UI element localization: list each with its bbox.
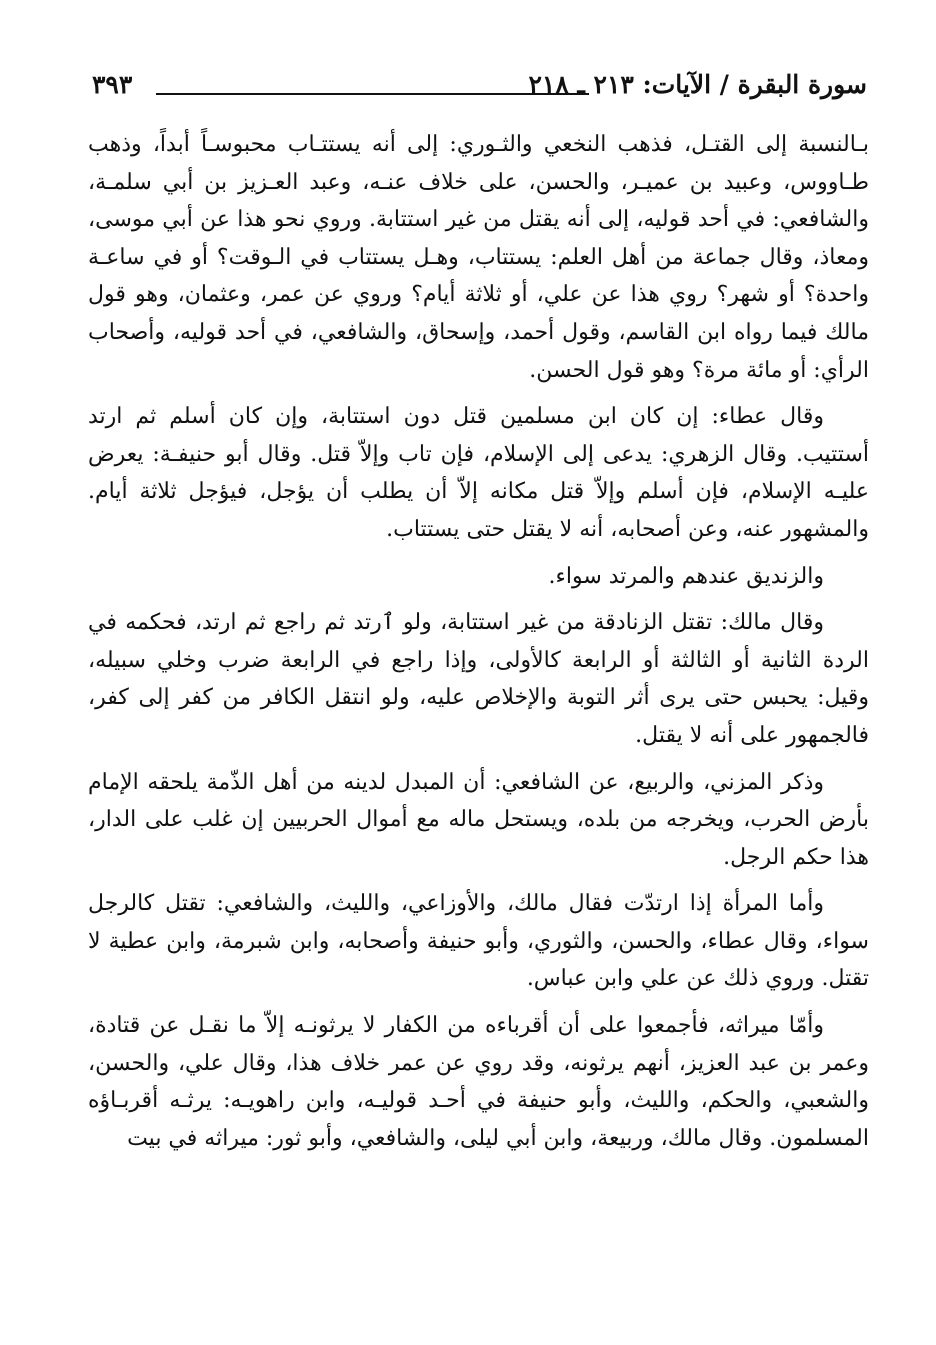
paragraph: بـالنسبة إلى القتـل، فذهب النخعي والثـوري: إلى أنه يستتـاب محبوسـاً أبداً، وذهب طـاووس، وعبيد بن عميـر، والحسن، على خلاف عنـه، وعبد العـزيز بن أبي سلمـة، والشافعي: في أحد قوليه، إلى أنه يقتل من غير استتابة. وروي نحو هذا عن أبي موسى، ومعاذ، وقال جماعة من أهل العلم: يستتاب، وهـل يستتاب في الـوقت؟ أو في ساعـة واحدة؟ أو شهر؟ روي هذا عن علي، أو ثلاثة أيام؟ وروي عن عمر، وعثمان، وهو قول مالك فيما رواه ابن القاسم، وقول أحمد، وإسحاق، والشافعي، في أحد قوليه، وأصحاب الرأي: أو مائة مرة؟ وهو قول الحسن. [88,132,869,383]
page-number: ٣٩٣ [92,70,133,99]
body-text [88,126,869,1166]
paragraph: وأما المرأة إذا ارتدّت فقال مالك، والأوزاعي، والليث، والشافعي: تقتل كالرجل سواء، وقال عطاء، والحسن، والثوري، وأبو حنيفة وأصحابه، وابن شبرمة، وابن عطية لا تقتل. وروي ذلك عن علي وابن عباس. [88,891,869,992]
paragraph: وذكر المزني، والربيع، عن الشافعي: أن المبدل لدينه من أهل الذّمة يلحقه الإمام بأرض الحرب، ويخرجه من بلده، ويستحل ماله مع أموال الحربيين إن غلب على الدار، هذا حكم الرجل. [88,769,869,870]
paragraph: وقال عطاء: إن كان ابن مسلمين قتل دون استتابة، وإن كان أسلم ثم ارتد أستتيب. وقال الزهري: يدعى إلى الإسلام، فإن تاب وإلاّ قتل. وقال أبو حنيفـة: يعرض عليـه الإسلام، فإن أسلم وإلاّ قتل مكانه إلاّ أن يطلب أن يؤجل، فيؤجل ثلاثة أيام. والمشهور عنه، وعن أصحابه، أنه لا يقتل حتى يستتاب. [88,404,869,542]
paragraph: والزنديق عندهم والمرتد سواء. [548,563,824,589]
header-rule [156,93,589,95]
paragraph: وقال مالك: تقتل الزنادقة من غير استتابة، ولو ٱرتد ثم راجع ثم ارتد، فحكمه في الردة الثانية أو الثالثة أو الرابعة كالأولى، وإذا راجع في الرابعة ضرب وخلي سبيله، وقيل: يحبس حتى يرى أثر التوبة والإخلاص عليه، ولو انتقل الكافر من كفر إلى كفر، فالجمهور على أنه لا يقتل. [88,610,869,748]
page-header [92,66,867,110]
running-title: سورة البقرة / الآيات: ٢١٣ ـ ٢١٨ [528,70,867,99]
paragraph: وأمّا ميراثه، فأجمعوا على أن أقرباءه من الكفار لا يرثونـه إلاّ ما نقـل عن قتادة، وعمر بن عبد العزيز، أنهم يرثونه، وقد روي عن عمر خلاف هذا، وقال علي، والحسن، والشعبي، والحكم، والليث، وأبو حنيفة في أحـد قوليـه، وابن راهويـه: يرثـه أقربـاؤه المسلمون. وقال مالك، وربيعة، وابن أبي ليلى، والشافعي، وأبو ثور: ميراثه في بيت [88,1013,869,1151]
